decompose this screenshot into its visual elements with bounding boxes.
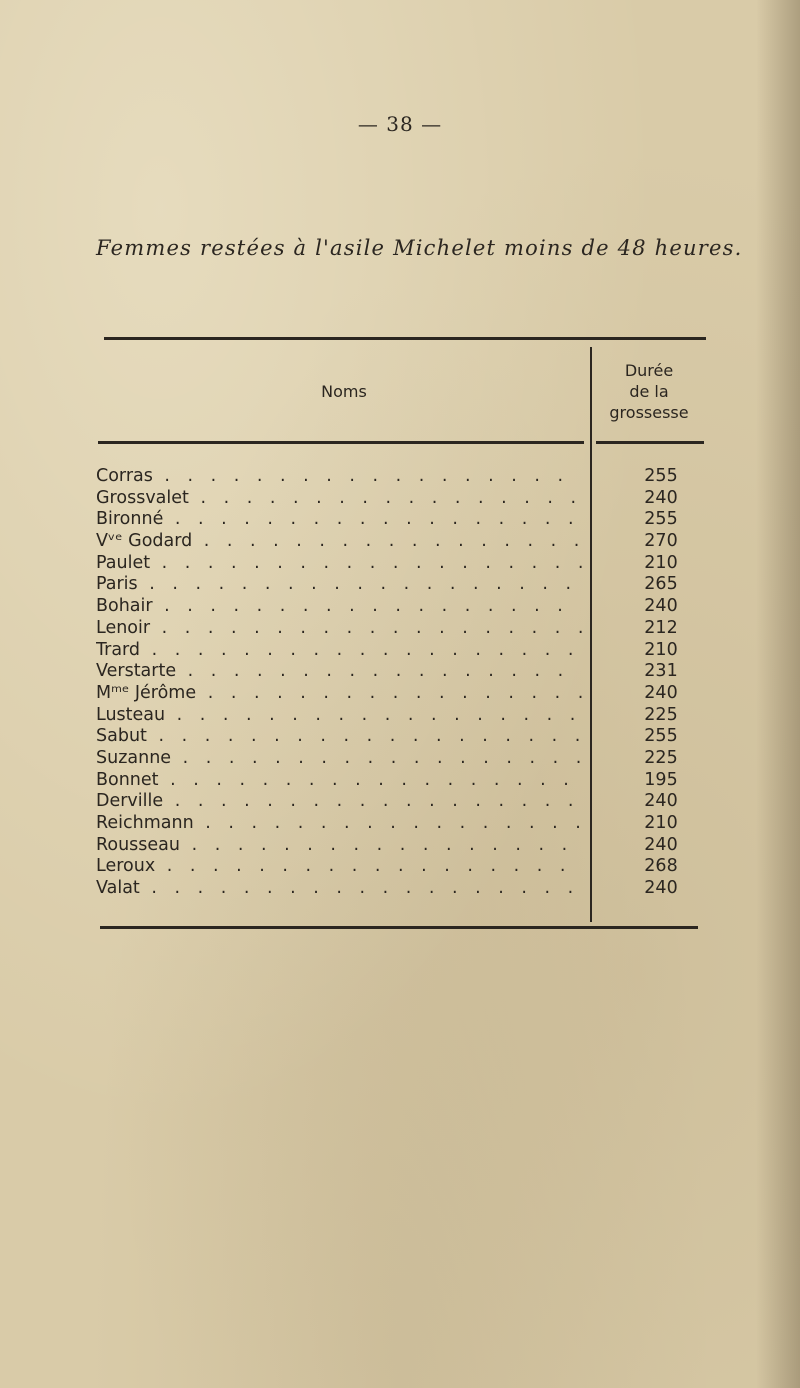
table-row [96,488,708,510]
row-name: Bohair . . . [96,596,582,618]
column-header-duration-line: Durée [624,361,674,380]
table-row [96,466,708,488]
page-number: — 38 — [357,112,443,136]
row-name: Bonnet . . . [96,770,582,792]
table-row [96,813,708,835]
row-name: Rousseau . . . [96,835,582,857]
row-name: Verstarte . . . [96,661,582,683]
row-name: Derville . . . [96,791,582,813]
row-duration: 255 [644,509,678,530]
row-name: Bironné . . . [96,509,582,531]
row-duration: 210 [644,813,678,833]
table-row [96,705,708,727]
table-bottom-rule [100,926,698,929]
row-name: Valat . . . [96,878,582,900]
header-rule-left [98,441,584,444]
row-name: Sabut . . . [96,726,582,748]
row-name: Corras . . . [96,466,582,488]
row-name: Mᵐᵉ Jérôme . . . [96,683,582,705]
row-duration: 225 [644,704,678,725]
row-name: Lenoir . . . [96,618,582,640]
row-name: Reichmann . . . [96,813,582,835]
table-row [96,878,708,900]
table-row [96,509,708,531]
row-duration: 240 [644,791,678,812]
row-duration: 225 [644,747,678,768]
table-row [96,596,708,618]
row-duration: 231 [644,661,678,682]
table-body [96,466,708,900]
row-duration: 255 [644,726,678,747]
row-duration: 255 [644,466,678,486]
table-row [96,574,708,596]
row-duration: 210 [644,639,678,660]
page-title: Femmes restées à l'asile Michelet moins de 48 heures. [96,236,743,260]
column-header-duration-line: grossesse [609,403,689,422]
row-duration: 210 [644,552,678,573]
row-duration: 240 [644,878,678,899]
table-row [96,640,708,662]
row-name: Trard . . . [96,640,582,662]
row-name: Suzanne . . . [96,748,582,770]
row-name: Leroux . . . [96,856,582,878]
row-duration: 265 [644,574,678,595]
row-duration: 270 [644,531,678,552]
table-row [96,726,708,748]
table-row [96,770,708,792]
row-name: Vᵛᵉ Godard . . . [96,531,582,553]
page-edge-shadow [756,0,800,1388]
table-row [96,748,708,770]
table-row [96,791,708,813]
row-duration: 268 [644,856,678,877]
column-header-names: Noms [321,382,367,401]
row-duration: 240 [644,596,678,617]
header-rule-right [596,441,704,444]
row-duration: 212 [644,617,678,638]
row-name: Paulet . . . [96,553,582,575]
table-row [96,683,708,705]
table-row [96,553,708,575]
column-header-duration-line: de la [629,382,669,401]
table-row [96,531,708,553]
row-duration: 240 [644,487,678,508]
row-duration: 240 [644,834,678,855]
row-name: Lusteau . . . [96,705,582,727]
row-name: Paris . . . [96,574,582,596]
table-row [96,856,708,878]
table-row [96,618,708,640]
table-row [96,661,708,683]
row-name: Grossvalet . . . [96,488,582,510]
column-header-duration [594,360,704,423]
row-duration: 240 [644,682,678,703]
table-top-rule [104,337,706,340]
row-duration: 195 [644,769,678,790]
table-row [96,835,708,857]
